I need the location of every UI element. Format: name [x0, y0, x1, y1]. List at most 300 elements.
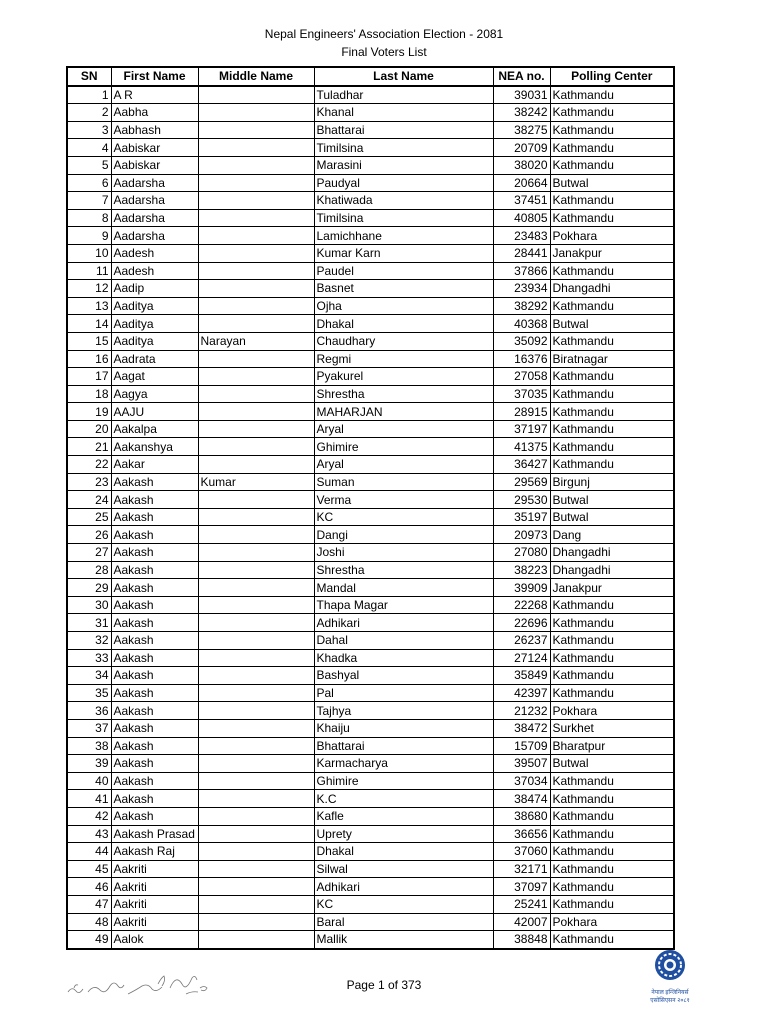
- cell-last-name: Mandal: [314, 579, 493, 597]
- cell-sn: 40: [67, 772, 111, 790]
- cell-polling-center: Butwal: [550, 755, 674, 773]
- cell-middle-name: [198, 315, 314, 333]
- cell-sn: 18: [67, 385, 111, 403]
- cell-first-name: Aakriti: [111, 860, 198, 878]
- cell-sn: 22: [67, 456, 111, 474]
- cell-last-name: Dahal: [314, 632, 493, 650]
- cell-polling-center: Kathmandu: [550, 297, 674, 315]
- cell-polling-center: Kathmandu: [550, 209, 674, 227]
- cell-last-name: Shrestha: [314, 561, 493, 579]
- cell-last-name: Khanal: [314, 104, 493, 122]
- cell-middle-name: [198, 737, 314, 755]
- cell-first-name: Aadesh: [111, 244, 198, 262]
- table-row: [67, 104, 674, 122]
- cell-nea-no: 39909: [493, 579, 550, 597]
- cell-last-name: Regmi: [314, 350, 493, 368]
- cell-nea-no: 16376: [493, 350, 550, 368]
- cell-middle-name: Narayan: [198, 332, 314, 350]
- table-row: [67, 702, 674, 720]
- cell-last-name: Khatiwada: [314, 192, 493, 210]
- cell-middle-name: [198, 772, 314, 790]
- cell-nea-no: 37035: [493, 385, 550, 403]
- table-row: [67, 385, 674, 403]
- cell-polling-center: Butwal: [550, 508, 674, 526]
- cell-nea-no: 42007: [493, 913, 550, 931]
- cell-sn: 34: [67, 667, 111, 685]
- cell-polling-center: Butwal: [550, 315, 674, 333]
- cell-first-name: Aakalpa: [111, 420, 198, 438]
- cell-last-name: Adhikari: [314, 614, 493, 632]
- cell-polling-center: Kathmandu: [550, 121, 674, 139]
- cell-first-name: Aakash: [111, 632, 198, 650]
- cell-polling-center: Pokhara: [550, 227, 674, 245]
- document-title: Nepal Engineers' Association Election - 2081: [264, 27, 504, 41]
- cell-polling-center: Kathmandu: [550, 438, 674, 456]
- cell-nea-no: 37866: [493, 262, 550, 280]
- table-row: [67, 667, 674, 685]
- cell-polling-center: Kathmandu: [550, 931, 674, 949]
- table-row: [67, 931, 674, 949]
- cell-last-name: Aryal: [314, 420, 493, 438]
- cell-polling-center: Kathmandu: [550, 403, 674, 421]
- table-row: [67, 561, 674, 579]
- cell-first-name: Aadrata: [111, 350, 198, 368]
- cell-first-name: Aakash: [111, 772, 198, 790]
- cell-sn: 4: [67, 139, 111, 157]
- cell-first-name: Aakash: [111, 737, 198, 755]
- cell-nea-no: 27124: [493, 649, 550, 667]
- cell-first-name: A R: [111, 86, 198, 104]
- column-header-sn: SN: [67, 67, 111, 86]
- table-row: [67, 632, 674, 650]
- cell-first-name: Aagya: [111, 385, 198, 403]
- cell-polling-center: Janakpur: [550, 579, 674, 597]
- cell-first-name: Aakriti: [111, 878, 198, 896]
- cell-first-name: Aakash: [111, 807, 198, 825]
- cell-first-name: Aakash: [111, 491, 198, 509]
- cell-nea-no: 21232: [493, 702, 550, 720]
- cell-last-name: Adhikari: [314, 878, 493, 896]
- cell-first-name: Aakash Prasad: [111, 825, 198, 843]
- cell-sn: 10: [67, 244, 111, 262]
- cell-middle-name: [198, 667, 314, 685]
- cell-middle-name: [198, 860, 314, 878]
- cell-sn: 44: [67, 843, 111, 861]
- cell-first-name: Aakash Raj: [111, 843, 198, 861]
- cell-last-name: Dhakal: [314, 315, 493, 333]
- cell-middle-name: [198, 596, 314, 614]
- table-row: [67, 913, 674, 931]
- cell-last-name: Aryal: [314, 456, 493, 474]
- cell-polling-center: Dhangadhi: [550, 561, 674, 579]
- cell-last-name: Paudel: [314, 262, 493, 280]
- cell-first-name: Aakar: [111, 456, 198, 474]
- cell-sn: 25: [67, 508, 111, 526]
- cell-polling-center: Kathmandu: [550, 456, 674, 474]
- cell-last-name: Kafle: [314, 807, 493, 825]
- cell-middle-name: [198, 209, 314, 227]
- table-row: [67, 244, 674, 262]
- cell-sn: 15: [67, 332, 111, 350]
- cell-polling-center: Birgunj: [550, 473, 674, 491]
- voters-table: [66, 66, 675, 950]
- cell-nea-no: 38848: [493, 931, 550, 949]
- cell-last-name: K.C: [314, 790, 493, 808]
- cell-nea-no: 38474: [493, 790, 550, 808]
- cell-last-name: Ghimire: [314, 438, 493, 456]
- table-row: [67, 192, 674, 210]
- cell-nea-no: 40368: [493, 315, 550, 333]
- cell-middle-name: [198, 227, 314, 245]
- cell-nea-no: 38223: [493, 561, 550, 579]
- cell-polling-center: Kathmandu: [550, 790, 674, 808]
- cell-polling-center: Kathmandu: [550, 420, 674, 438]
- cell-sn: 11: [67, 262, 111, 280]
- cell-first-name: Aakash: [111, 526, 198, 544]
- cell-middle-name: [198, 86, 314, 104]
- table-row: [67, 719, 674, 737]
- column-header-polling-center: Polling Center: [550, 67, 674, 86]
- cell-polling-center: Surkhet: [550, 719, 674, 737]
- cell-middle-name: [198, 420, 314, 438]
- cell-sn: 6: [67, 174, 111, 192]
- cell-sn: 36: [67, 702, 111, 720]
- table-row: [67, 508, 674, 526]
- cell-nea-no: 15709: [493, 737, 550, 755]
- cell-polling-center: Kathmandu: [550, 772, 674, 790]
- table-row: [67, 368, 674, 386]
- cell-polling-center: Biratnagar: [550, 350, 674, 368]
- cell-last-name: Joshi: [314, 544, 493, 562]
- cell-sn: 13: [67, 297, 111, 315]
- cell-first-name: Aabiskar: [111, 156, 198, 174]
- table-row: [67, 456, 674, 474]
- cell-nea-no: 35849: [493, 667, 550, 685]
- table-row: [67, 491, 674, 509]
- table-row: [67, 860, 674, 878]
- cell-sn: 46: [67, 878, 111, 896]
- cell-polling-center: Pokhara: [550, 913, 674, 931]
- column-header-last-name: Last Name: [314, 67, 493, 86]
- cell-polling-center: Bharatpur: [550, 737, 674, 755]
- table-row: [67, 315, 674, 333]
- cell-middle-name: [198, 139, 314, 157]
- cell-sn: 30: [67, 596, 111, 614]
- cell-sn: 17: [67, 368, 111, 386]
- cell-last-name: Pal: [314, 684, 493, 702]
- cell-polling-center: Kathmandu: [550, 192, 674, 210]
- cell-polling-center: Kathmandu: [550, 368, 674, 386]
- table-row: [67, 526, 674, 544]
- cell-first-name: Aadarsha: [111, 209, 198, 227]
- cell-middle-name: [198, 895, 314, 913]
- cell-nea-no: 23483: [493, 227, 550, 245]
- cell-nea-no: 38275: [493, 121, 550, 139]
- cell-last-name: Verma: [314, 491, 493, 509]
- cell-polling-center: Kathmandu: [550, 614, 674, 632]
- cell-middle-name: [198, 297, 314, 315]
- cell-first-name: Aakash: [111, 596, 198, 614]
- cell-last-name: Shrestha: [314, 385, 493, 403]
- cell-polling-center: Kathmandu: [550, 807, 674, 825]
- cell-polling-center: Dhangadhi: [550, 280, 674, 298]
- table-row: [67, 86, 674, 104]
- cell-nea-no: 35092: [493, 332, 550, 350]
- table-row: [67, 297, 674, 315]
- cell-sn: 8: [67, 209, 111, 227]
- cell-middle-name: [198, 121, 314, 139]
- cell-middle-name: [198, 244, 314, 262]
- cell-polling-center: Butwal: [550, 491, 674, 509]
- table-row: [67, 737, 674, 755]
- cell-last-name: Ghimire: [314, 772, 493, 790]
- cell-middle-name: [198, 385, 314, 403]
- cell-middle-name: [198, 403, 314, 421]
- cell-sn: 41: [67, 790, 111, 808]
- cell-nea-no: 38680: [493, 807, 550, 825]
- cell-middle-name: [198, 192, 314, 210]
- cell-middle-name: [198, 350, 314, 368]
- cell-nea-no: 22268: [493, 596, 550, 614]
- cell-sn: 39: [67, 755, 111, 773]
- cell-first-name: Aakash: [111, 719, 198, 737]
- cell-middle-name: [198, 104, 314, 122]
- cell-first-name: Aakash: [111, 755, 198, 773]
- cell-polling-center: Kathmandu: [550, 262, 674, 280]
- table-row: [67, 332, 674, 350]
- cell-polling-center: Kathmandu: [550, 843, 674, 861]
- cell-nea-no: 20664: [493, 174, 550, 192]
- cell-sn: 37: [67, 719, 111, 737]
- cell-polling-center: Kathmandu: [550, 156, 674, 174]
- cell-sn: 31: [67, 614, 111, 632]
- table-row: [67, 544, 674, 562]
- cell-last-name: Timilsina: [314, 139, 493, 157]
- cell-nea-no: 37451: [493, 192, 550, 210]
- cell-sn: 7: [67, 192, 111, 210]
- column-header-nea-no: NEA no.: [493, 67, 550, 86]
- table-row: [67, 121, 674, 139]
- cell-polling-center: Kathmandu: [550, 139, 674, 157]
- cell-nea-no: 37097: [493, 878, 550, 896]
- cell-last-name: Basnet: [314, 280, 493, 298]
- cell-sn: 14: [67, 315, 111, 333]
- cell-sn: 2: [67, 104, 111, 122]
- cell-sn: 21: [67, 438, 111, 456]
- cell-sn: 48: [67, 913, 111, 931]
- cell-sn: 32: [67, 632, 111, 650]
- cell-last-name: Dhakal: [314, 843, 493, 861]
- cell-nea-no: 29530: [493, 491, 550, 509]
- cell-nea-no: 41375: [493, 438, 550, 456]
- cell-last-name: Baral: [314, 913, 493, 931]
- cell-polling-center: Dang: [550, 526, 674, 544]
- cell-middle-name: [198, 614, 314, 632]
- cell-sn: 35: [67, 684, 111, 702]
- cell-middle-name: [198, 368, 314, 386]
- cell-sn: 38: [67, 737, 111, 755]
- cell-last-name: MAHARJAN: [314, 403, 493, 421]
- cell-nea-no: 38242: [493, 104, 550, 122]
- cell-nea-no: 20973: [493, 526, 550, 544]
- table-row: [67, 227, 674, 245]
- table-row: [67, 473, 674, 491]
- cell-polling-center: Kathmandu: [550, 86, 674, 104]
- cell-middle-name: [198, 878, 314, 896]
- cell-middle-name: [198, 438, 314, 456]
- cell-nea-no: 20709: [493, 139, 550, 157]
- cell-sn: 3: [67, 121, 111, 139]
- cell-middle-name: [198, 456, 314, 474]
- cell-first-name: Aakash: [111, 614, 198, 632]
- cell-last-name: Mallik: [314, 931, 493, 949]
- cell-middle-name: [198, 684, 314, 702]
- cell-last-name: Bhattarai: [314, 737, 493, 755]
- cell-polling-center: Dhangadhi: [550, 544, 674, 562]
- table-header-row: [67, 67, 674, 86]
- cell-polling-center: Pokhara: [550, 702, 674, 720]
- cell-first-name: Aalok: [111, 931, 198, 949]
- cell-nea-no: 36656: [493, 825, 550, 843]
- cell-nea-no: 35197: [493, 508, 550, 526]
- cell-sn: 9: [67, 227, 111, 245]
- table-row: [67, 596, 674, 614]
- table-row: [67, 649, 674, 667]
- cell-nea-no: 39031: [493, 86, 550, 104]
- cell-last-name: Lamichhane: [314, 227, 493, 245]
- table-row: [67, 895, 674, 913]
- cell-last-name: Tajhya: [314, 702, 493, 720]
- cell-first-name: Aabiskar: [111, 139, 198, 157]
- cell-nea-no: 25241: [493, 895, 550, 913]
- cell-first-name: Aabha: [111, 104, 198, 122]
- cell-first-name: Aadarsha: [111, 192, 198, 210]
- cell-nea-no: 38472: [493, 719, 550, 737]
- cell-middle-name: [198, 280, 314, 298]
- table-row: [67, 350, 674, 368]
- cell-polling-center: Kathmandu: [550, 684, 674, 702]
- table-row: [67, 614, 674, 632]
- cell-last-name: Paudyal: [314, 174, 493, 192]
- table-row: [67, 174, 674, 192]
- column-header-first-name: First Name: [111, 67, 198, 86]
- cell-polling-center: Kathmandu: [550, 632, 674, 650]
- page-number: Page 1 of 373: [346, 978, 422, 992]
- cell-middle-name: [198, 526, 314, 544]
- cell-last-name: Khaiju: [314, 719, 493, 737]
- cell-nea-no: 37197: [493, 420, 550, 438]
- table-row: [67, 280, 674, 298]
- cell-middle-name: [198, 579, 314, 597]
- cell-polling-center: Kathmandu: [550, 104, 674, 122]
- nea-seal-icon: [640, 948, 700, 1004]
- cell-middle-name: [198, 790, 314, 808]
- cell-nea-no: 29569: [493, 473, 550, 491]
- cell-sn: 47: [67, 895, 111, 913]
- cell-sn: 12: [67, 280, 111, 298]
- cell-middle-name: [198, 719, 314, 737]
- cell-first-name: Aakash: [111, 649, 198, 667]
- cell-middle-name: [198, 649, 314, 667]
- cell-last-name: KC: [314, 508, 493, 526]
- cell-nea-no: 32171: [493, 860, 550, 878]
- cell-nea-no: 27058: [493, 368, 550, 386]
- cell-middle-name: [198, 262, 314, 280]
- document-subtitle: Final Voters List: [341, 45, 427, 59]
- cell-last-name: Dangi: [314, 526, 493, 544]
- cell-first-name: Aadarsha: [111, 227, 198, 245]
- cell-last-name: Suman: [314, 473, 493, 491]
- cell-last-name: Khadka: [314, 649, 493, 667]
- cell-last-name: Kumar Karn: [314, 244, 493, 262]
- cell-last-name: Marasini: [314, 156, 493, 174]
- cell-sn: 27: [67, 544, 111, 562]
- cell-polling-center: Butwal: [550, 174, 674, 192]
- cell-first-name: Aakanshya: [111, 438, 198, 456]
- cell-last-name: Chaudhary: [314, 332, 493, 350]
- cell-nea-no: 26237: [493, 632, 550, 650]
- cell-nea-no: 38020: [493, 156, 550, 174]
- cell-sn: 5: [67, 156, 111, 174]
- cell-sn: 16: [67, 350, 111, 368]
- cell-polling-center: Kathmandu: [550, 860, 674, 878]
- cell-nea-no: 40805: [493, 209, 550, 227]
- cell-last-name: Uprety: [314, 825, 493, 843]
- cell-first-name: Aakash: [111, 508, 198, 526]
- cell-sn: 49: [67, 931, 111, 949]
- table-row: [67, 139, 674, 157]
- cell-middle-name: [198, 755, 314, 773]
- cell-middle-name: [198, 156, 314, 174]
- cell-polling-center: Kathmandu: [550, 667, 674, 685]
- table-row: [67, 684, 674, 702]
- cell-last-name: KC: [314, 895, 493, 913]
- cell-middle-name: [198, 702, 314, 720]
- cell-middle-name: [198, 491, 314, 509]
- table-row: [67, 843, 674, 861]
- cell-sn: 1: [67, 86, 111, 104]
- cell-middle-name: [198, 807, 314, 825]
- cell-polling-center: Kathmandu: [550, 878, 674, 896]
- cell-first-name: Aaditya: [111, 332, 198, 350]
- cell-middle-name: [198, 632, 314, 650]
- cell-nea-no: 22696: [493, 614, 550, 632]
- cell-polling-center: Kathmandu: [550, 895, 674, 913]
- cell-last-name: Bashyal: [314, 667, 493, 685]
- cell-first-name: Aakriti: [111, 913, 198, 931]
- cell-nea-no: 23934: [493, 280, 550, 298]
- cell-polling-center: Kathmandu: [550, 596, 674, 614]
- cell-first-name: AAJU: [111, 403, 198, 421]
- cell-sn: 26: [67, 526, 111, 544]
- cell-last-name: Pyakurel: [314, 368, 493, 386]
- cell-sn: 20: [67, 420, 111, 438]
- cell-nea-no: 39507: [493, 755, 550, 773]
- cell-first-name: Aadarsha: [111, 174, 198, 192]
- cell-last-name: Bhattarai: [314, 121, 493, 139]
- cell-first-name: Aadip: [111, 280, 198, 298]
- cell-last-name: Ojha: [314, 297, 493, 315]
- table-row: [67, 438, 674, 456]
- cell-sn: 28: [67, 561, 111, 579]
- cell-first-name: Aakash: [111, 667, 198, 685]
- cell-last-name: Silwal: [314, 860, 493, 878]
- cell-first-name: Aakash: [111, 561, 198, 579]
- cell-nea-no: 42397: [493, 684, 550, 702]
- cell-nea-no: 37060: [493, 843, 550, 861]
- cell-nea-no: 36427: [493, 456, 550, 474]
- cell-polling-center: Kathmandu: [550, 825, 674, 843]
